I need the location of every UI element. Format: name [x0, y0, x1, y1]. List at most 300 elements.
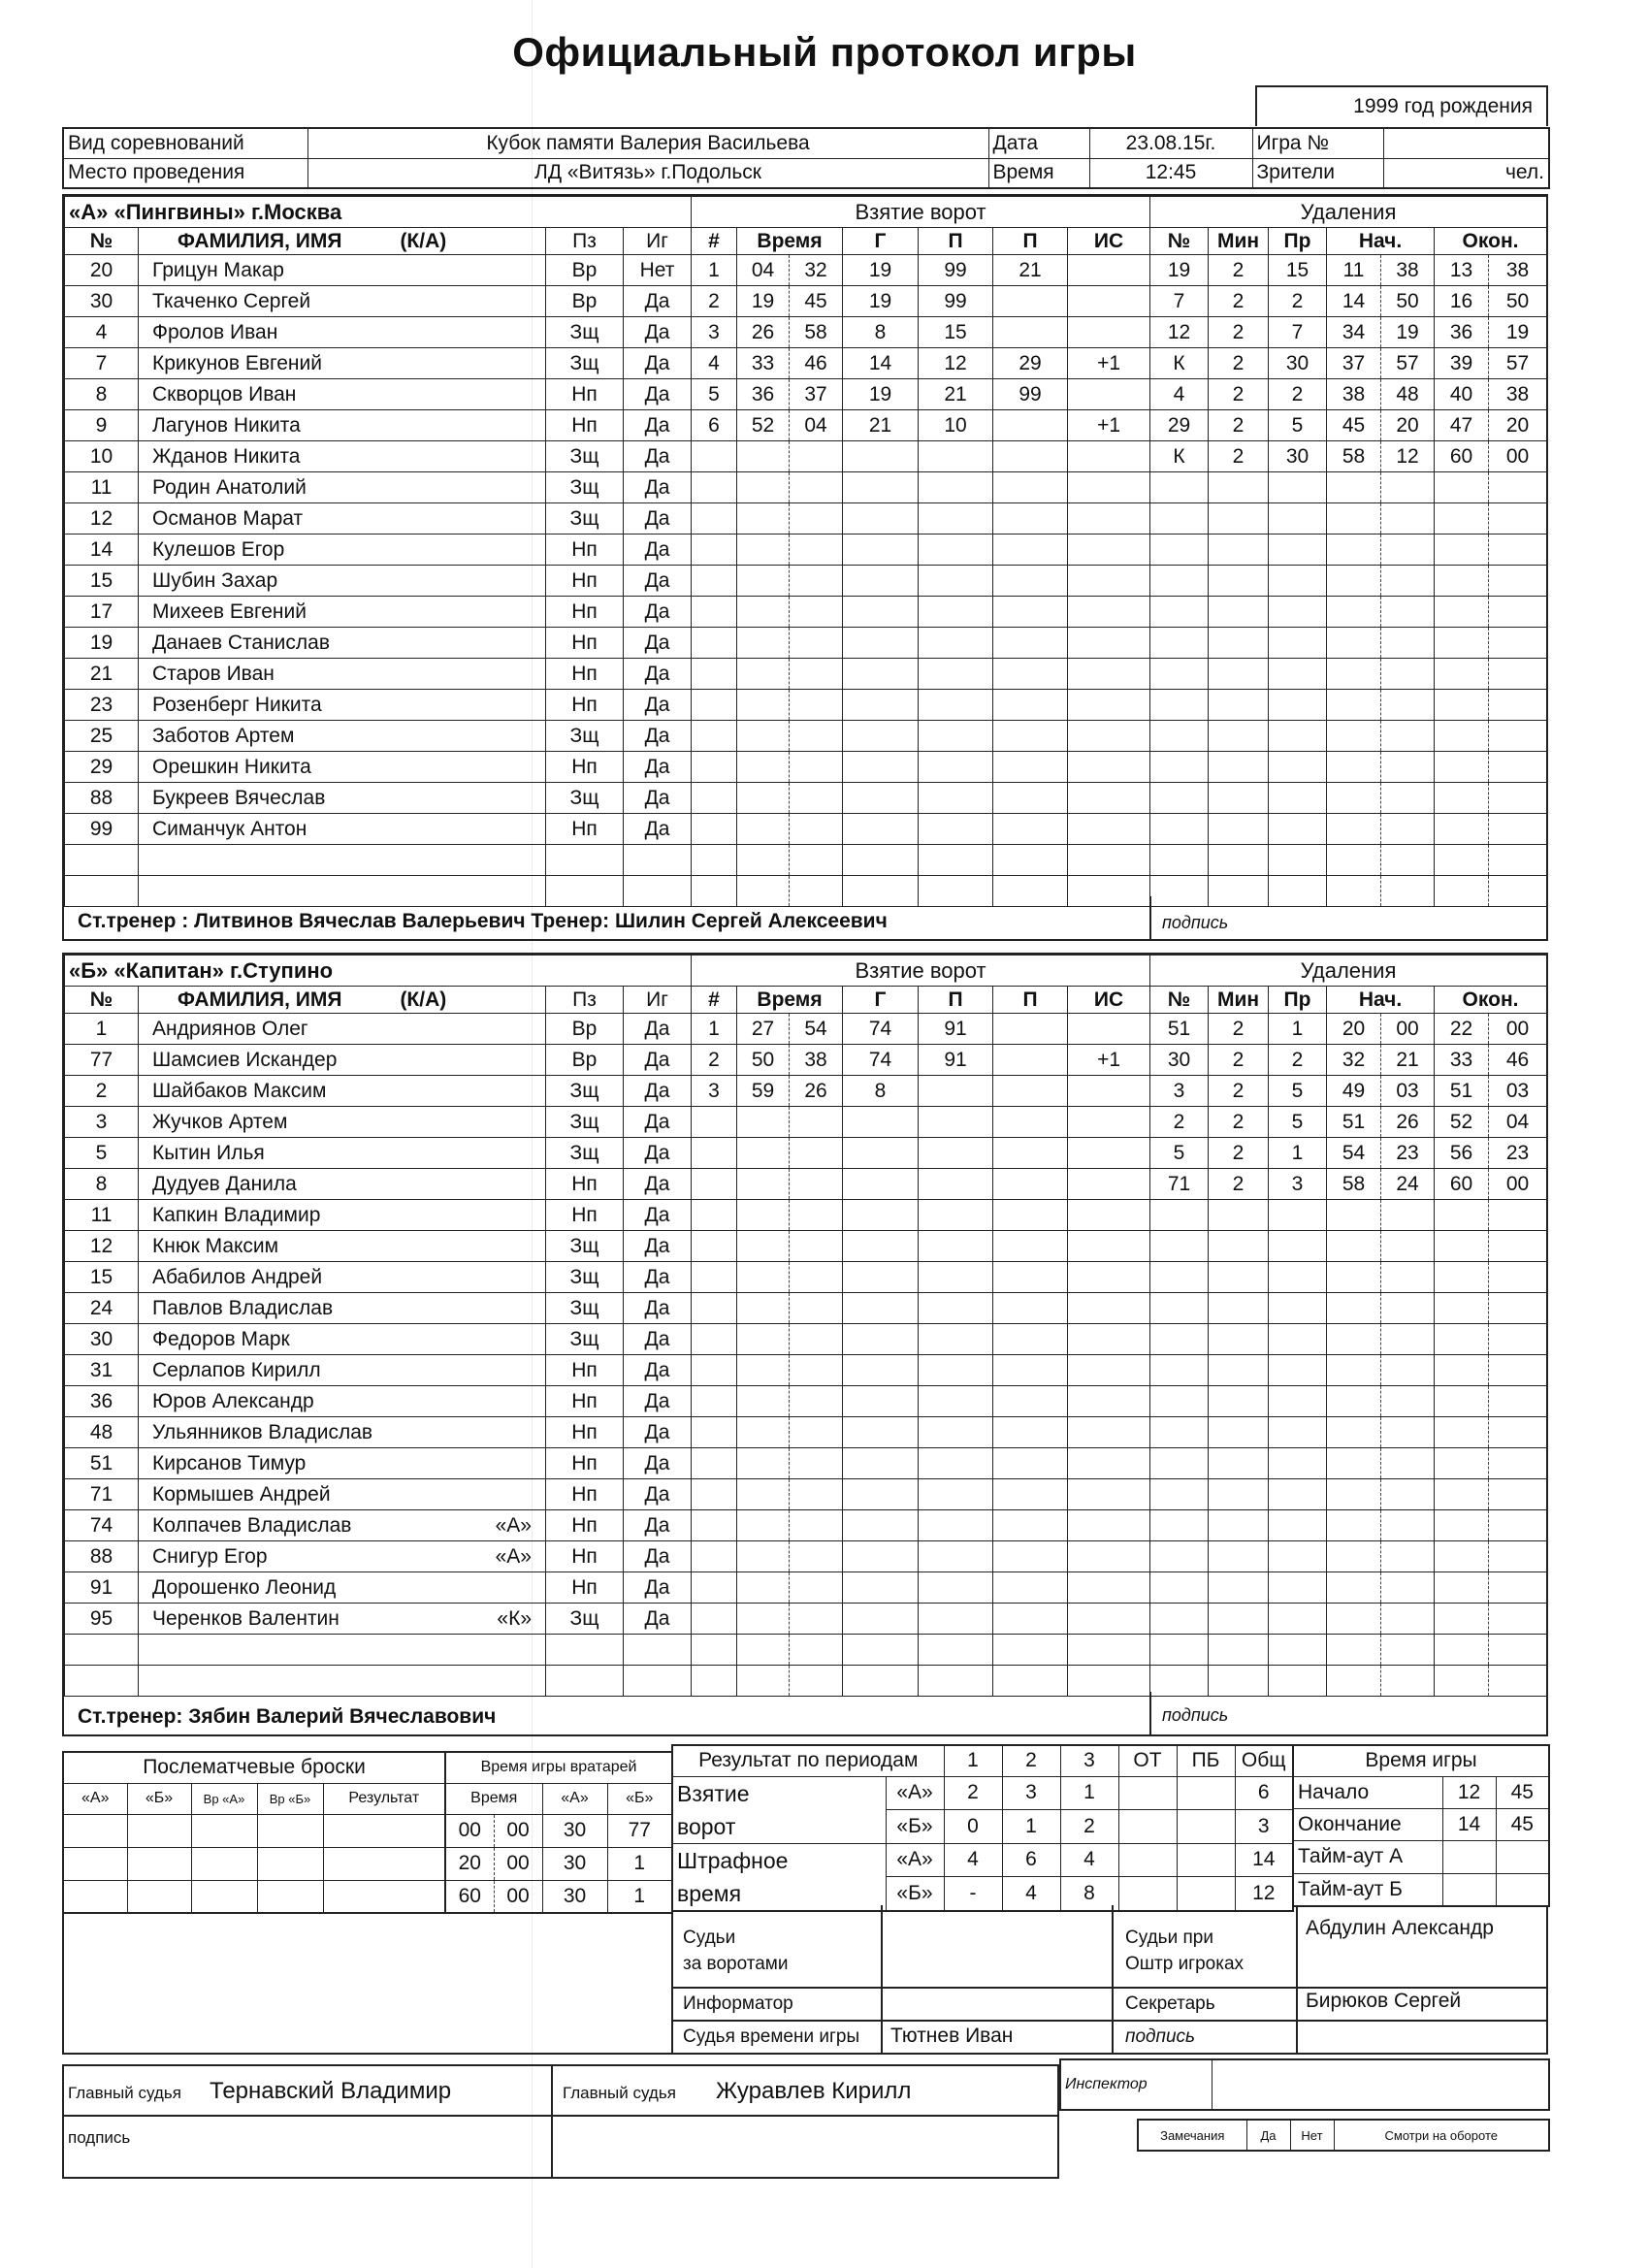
goal-number: [692, 1200, 737, 1231]
penalty-row: [1150, 317, 1547, 348]
pen-b-p3: 8: [1060, 1877, 1118, 1911]
penalty-minutes: [1209, 1231, 1269, 1262]
penalty-label-line1: Штрафное: [677, 1847, 789, 1873]
goals-b-total: 3: [1235, 1810, 1293, 1844]
team-b-coaches: Ст.тренер: Зябин Валерий Вячеславович: [78, 1705, 497, 1728]
goal-assist-2: [993, 783, 1068, 814]
penalty-start-min: [1327, 721, 1381, 752]
competition-label: Вид соревнований: [63, 128, 307, 158]
penalties-title: Удаления: [1150, 197, 1547, 228]
penalty-end-min: [1435, 1324, 1489, 1355]
penalty-end-min: 60: [1435, 441, 1489, 472]
penalty-player: [1150, 1666, 1209, 1697]
player-name-cell: [139, 752, 546, 783]
timeout-b-cell: [1496, 1873, 1549, 1906]
player-name-cell: [139, 783, 546, 814]
goal-scorer: [843, 566, 919, 597]
goal-minute: 27: [737, 1014, 790, 1045]
gk-second: 00: [494, 1880, 542, 1913]
player-name: Абабилов Андрей: [152, 1265, 323, 1288]
penalty-end-sec: 00: [1489, 441, 1547, 472]
team-a-signature-label: подпись: [1162, 913, 1229, 932]
penalty-end-min: 40: [1435, 379, 1489, 410]
goal-situation: [1068, 566, 1150, 597]
goal-assist2-header: П: [993, 228, 1068, 255]
penalty-judge-name: Абдулин Александр: [1306, 1917, 1494, 1939]
penalty-end-min: [1435, 814, 1489, 845]
player-row: [65, 1604, 692, 1635]
goal-assist-1: [919, 1355, 993, 1386]
goal-situation: [1068, 1635, 1150, 1666]
penalty-minutes: 2: [1209, 1076, 1269, 1107]
goal-situation: [1068, 1355, 1150, 1386]
player-position: Зщ: [546, 1262, 624, 1293]
goal-scorer: 19: [843, 286, 919, 317]
shootout-cell: [323, 1847, 445, 1880]
player-played: Да: [624, 1510, 692, 1541]
chief-judge-2-name: Журавлев Кирилл: [716, 2078, 912, 2104]
goal-minute: [737, 1635, 790, 1666]
goal-scorer: [843, 597, 919, 628]
penalty-end-sec: 20: [1489, 410, 1547, 441]
player-name: Дудуев Данила: [152, 1172, 297, 1195]
goal-scorer: [843, 1604, 919, 1635]
player-played: Да: [624, 1448, 692, 1479]
player-name: Орешкин Никита: [152, 755, 311, 778]
penalty-end-sec: 46: [1489, 1045, 1547, 1076]
penalty-end-sec: [1489, 1635, 1547, 1666]
gk-team-a: 30: [542, 1880, 607, 1913]
goal-scorer: [843, 1666, 919, 1697]
goal-assist-1: [919, 1200, 993, 1231]
goal-assist-2: [993, 1479, 1068, 1510]
goal-situation: [1068, 1666, 1150, 1697]
player-number: 95: [65, 1604, 139, 1635]
player-number: 71: [65, 1479, 139, 1510]
goal-number: [692, 1107, 737, 1138]
player-position: Нп: [546, 410, 624, 441]
penalty-reason: [1269, 1666, 1327, 1697]
goal-minute: 50: [737, 1045, 790, 1076]
player-name: Андриянов Олег: [152, 1017, 308, 1040]
player-number: 91: [65, 1572, 139, 1604]
penalty-end-sec: 03: [1489, 1076, 1547, 1107]
penalty-end-sec: 50: [1489, 286, 1547, 317]
penalty-row: [1150, 566, 1547, 597]
penalty-end-min: [1435, 503, 1489, 535]
goal-assist-2: 21: [993, 255, 1068, 286]
goal-minute: [737, 690, 790, 721]
goal-situation-header: ИС: [1068, 987, 1150, 1014]
goal-assist-2: [993, 1541, 1068, 1572]
goal-scorer: [843, 1386, 919, 1417]
player-row: [65, 814, 692, 845]
goal-minute: [737, 1417, 790, 1448]
goal-row: [692, 1510, 1150, 1541]
goal-scorer: [843, 783, 919, 814]
goal-judges-line1: Судьи: [683, 1928, 736, 1948]
shootout-title: Послематчевые броски: [63, 1752, 445, 1783]
goal-number: 2: [692, 286, 737, 317]
player-number: 1: [65, 1014, 139, 1045]
goal-assist-2: [993, 1169, 1068, 1200]
goal-situation: [1068, 1138, 1150, 1169]
goals-team-a-label: «А»: [886, 1776, 944, 1810]
gk-team-b: 77: [607, 1814, 672, 1847]
penalty-minutes: [1209, 1479, 1269, 1510]
player-played: Да: [624, 597, 692, 628]
pen-b-p1: -: [944, 1877, 1002, 1911]
player-row: [65, 1355, 692, 1386]
bottom-left-frame: [62, 1905, 671, 2055]
player-played: [624, 1635, 692, 1666]
player-position: [546, 1635, 624, 1666]
goal-row: [692, 255, 1150, 286]
goal-assist-2: [993, 1231, 1068, 1262]
player-name-cell: [139, 348, 546, 379]
penalty-reason: [1269, 752, 1327, 783]
goal-number: [692, 1138, 737, 1169]
player-played: Да: [624, 814, 692, 845]
penalty-row: [1150, 1386, 1547, 1417]
player-name-cell: [139, 503, 546, 535]
player-name: Кормышев Андрей: [152, 1482, 331, 1506]
player-position: Нп: [546, 1572, 624, 1604]
goal-row: [692, 1572, 1150, 1604]
penalty-start-min: [1327, 690, 1381, 721]
penalty-minutes: 2: [1209, 379, 1269, 410]
goals-title: Взятие ворот: [692, 197, 1150, 228]
goal-assist-2: [993, 597, 1068, 628]
penalty-reason: [1269, 659, 1327, 690]
goal-minute: [737, 1107, 790, 1138]
player-played: Да: [624, 1231, 692, 1262]
goal-number: [692, 721, 737, 752]
goal-row: [692, 752, 1150, 783]
penalty-start-sec: 19: [1381, 317, 1435, 348]
goal-number: [692, 1572, 737, 1604]
penalty-player: [1150, 535, 1209, 566]
penalty-player: [1150, 1635, 1209, 1666]
player-played: Да: [624, 1355, 692, 1386]
period-2-header: 2: [1002, 1745, 1060, 1776]
goal-situation: [1068, 1386, 1150, 1417]
goal-situation: [1068, 1324, 1150, 1355]
player-position: Зщ: [546, 721, 624, 752]
gk-row: [445, 1814, 672, 1847]
chief-signature-label: подпись: [68, 2128, 131, 2147]
penalty-start-sec: [1381, 814, 1435, 845]
goal-second: [790, 1541, 843, 1572]
player-number: 8: [65, 1169, 139, 1200]
goal-second: [790, 1448, 843, 1479]
goal-second: [790, 503, 843, 535]
penalty-row: [1150, 1169, 1547, 1200]
pen-reason-header: Пр: [1269, 987, 1327, 1014]
goal-assist-1: [919, 1324, 993, 1355]
player-number: 5: [65, 1138, 139, 1169]
player-row: [65, 1448, 692, 1479]
player-position: Нп: [546, 566, 624, 597]
goal-minute: [737, 1448, 790, 1479]
birth-year-box: [1255, 85, 1548, 126]
player-name: Снигур Егор: [152, 1544, 268, 1568]
goal-situation: [1068, 1417, 1150, 1448]
penalty-reason: [1269, 845, 1327, 876]
player-number: [65, 845, 139, 876]
penalty-start-sec: 21: [1381, 1045, 1435, 1076]
player-row: [65, 317, 692, 348]
goal-assist-1: [919, 783, 993, 814]
penalty-start-sec: [1381, 1666, 1435, 1697]
penalty-row: [1150, 597, 1547, 628]
goal-row: [692, 1076, 1150, 1107]
goal-situation: [1068, 1293, 1150, 1324]
player-position: Нп: [546, 1169, 624, 1200]
penalty-start-sec: [1381, 690, 1435, 721]
penalty-start-min: 45: [1327, 410, 1381, 441]
penalty-start-sec: 24: [1381, 1169, 1435, 1200]
player-name-cell: [139, 628, 546, 659]
penalty-player: К: [1150, 441, 1209, 472]
player-name: Старов Иван: [152, 662, 275, 685]
penalty-player: [1150, 752, 1209, 783]
goal-scorer: [843, 721, 919, 752]
goal-number: 2: [692, 1045, 737, 1076]
goal-scorer-header: Г: [843, 987, 919, 1014]
penalty-start-sec: [1381, 1386, 1435, 1417]
goal-minute: [737, 535, 790, 566]
penalty-reason: [1269, 535, 1327, 566]
player-number: 15: [65, 1262, 139, 1293]
goal-row: [692, 814, 1150, 845]
player-number: 17: [65, 597, 139, 628]
player-row: [65, 1293, 692, 1324]
goal-row: [692, 1448, 1150, 1479]
remarks-table: [1137, 2119, 1550, 2152]
penalty-start-min: 54: [1327, 1138, 1381, 1169]
player-position: Нп: [546, 690, 624, 721]
col-name-header: [139, 987, 546, 1014]
penalty-reason: [1269, 1479, 1327, 1510]
player-played: Да: [624, 1107, 692, 1138]
penalty-row: [1150, 1635, 1547, 1666]
end-minutes: 45: [1496, 1808, 1549, 1840]
chief-divider: [551, 2066, 553, 2179]
penalty-end-min: [1435, 659, 1489, 690]
penalty-reason: [1269, 690, 1327, 721]
player-number: [65, 876, 139, 907]
player-name-cell: [139, 1448, 546, 1479]
penalty-minutes: [1209, 1293, 1269, 1324]
player-played: Да: [624, 1604, 692, 1635]
goal-second: [790, 1107, 843, 1138]
penalty-start-sec: 48: [1381, 379, 1435, 410]
penalty-minutes: [1209, 876, 1269, 907]
player-number: 31: [65, 1355, 139, 1386]
goal-second: [790, 1138, 843, 1169]
penalty-row: [1150, 783, 1547, 814]
gk-second: 00: [494, 1814, 542, 1847]
penalty-row: [1150, 1293, 1547, 1324]
penalty-row: [1150, 286, 1547, 317]
penalty-judges-line2: Оштр игроках: [1125, 1954, 1245, 1974]
player-row: [65, 1169, 692, 1200]
player-position: Нп: [546, 1355, 624, 1386]
goal-scorer: [843, 1107, 919, 1138]
penalty-end-min: [1435, 752, 1489, 783]
penalty-reason: [1269, 472, 1327, 503]
goal-assist-1: [919, 1076, 993, 1107]
penalty-start-min: [1327, 1572, 1381, 1604]
penalty-end-sec: [1489, 1448, 1547, 1479]
goal-minute: [737, 1510, 790, 1541]
player-number: 21: [65, 659, 139, 690]
penalty-minutes: [1209, 783, 1269, 814]
penalty-minutes: [1209, 1262, 1269, 1293]
goal-situation: [1068, 1541, 1150, 1572]
goal-row: [692, 1355, 1150, 1386]
penalty-start-sec: [1381, 597, 1435, 628]
timeout-a-cell: [1496, 1840, 1549, 1873]
penalty-end-sec: [1489, 659, 1547, 690]
penalty-minutes: 2: [1209, 317, 1269, 348]
player-number: 12: [65, 503, 139, 535]
penalty-end-sec: [1489, 752, 1547, 783]
date-label: Дата: [988, 128, 1089, 158]
goal-number: [692, 597, 737, 628]
penalty-end-min: [1435, 845, 1489, 876]
player-name: Симанчук Антон: [152, 817, 307, 840]
start-hours: 12: [1442, 1776, 1496, 1808]
player-name: Черенков Валентин: [152, 1606, 340, 1630]
goal-scorer: [843, 535, 919, 566]
goal-row: [692, 1666, 1150, 1697]
goal-no-header: #: [692, 987, 737, 1014]
goal-number: [692, 1324, 737, 1355]
player-name-cell: [139, 597, 546, 628]
penalty-reason: [1269, 1448, 1327, 1479]
player-name: Ульянников Владислав: [152, 1420, 373, 1443]
penalty-end-min: [1435, 472, 1489, 503]
goal-assist-2: [993, 1355, 1068, 1386]
goals-b-p3: 2: [1060, 1810, 1118, 1844]
goal-row: [692, 317, 1150, 348]
player-row: [65, 1324, 692, 1355]
penalty-start-min: [1327, 1510, 1381, 1541]
pen-min-header: Мин: [1209, 228, 1269, 255]
gk-team-b: 1: [607, 1880, 672, 1913]
goal-situation: +1: [1068, 410, 1150, 441]
penalty-player: 4: [1150, 379, 1209, 410]
player-number: 29: [65, 752, 139, 783]
penalty-reason: [1269, 1293, 1327, 1324]
penalty-row: [1150, 379, 1547, 410]
goals-a-pb: [1177, 1776, 1235, 1810]
pen-reason-header: Пр: [1269, 228, 1327, 255]
penalty-end-min: 22: [1435, 1014, 1489, 1045]
remarks-no: Нет: [1290, 2120, 1334, 2151]
player-played: Да: [624, 535, 692, 566]
penalty-start-min: [1327, 1666, 1381, 1697]
penalty-end-sec: 23: [1489, 1138, 1547, 1169]
goals-b-ot: [1118, 1810, 1177, 1844]
goal-minute: [737, 659, 790, 690]
player-position: Зщ: [546, 317, 624, 348]
goal-second: [790, 566, 843, 597]
penalty-end-sec: 04: [1489, 1107, 1547, 1138]
team-b-goals: [691, 955, 1150, 1697]
player-position: [546, 876, 624, 907]
goal-scorer: [843, 845, 919, 876]
goal-assist-2: [993, 721, 1068, 752]
goal-assist-1: [919, 1572, 993, 1604]
spectators-label: Зрители: [1252, 158, 1383, 188]
goal-minute: [737, 845, 790, 876]
penalty-start-min: [1327, 876, 1381, 907]
player-name-cell: [139, 379, 546, 410]
goal-number: [692, 1417, 737, 1448]
goal-scorer-header: Г: [843, 228, 919, 255]
goal-assist-2: [993, 1666, 1068, 1697]
penalty-player: К: [1150, 348, 1209, 379]
goal-situation: [1068, 472, 1150, 503]
goal-scorer: 19: [843, 379, 919, 410]
penalty-end-sec: [1489, 1510, 1547, 1541]
goal-second: 26: [790, 1076, 843, 1107]
penalty-start-sec: [1381, 1635, 1435, 1666]
penalty-row: [1150, 721, 1547, 752]
penalty-start-min: 37: [1327, 348, 1381, 379]
player-number: 30: [65, 286, 139, 317]
penalty-end-sec: [1489, 628, 1547, 659]
goal-assist-1: [919, 1448, 993, 1479]
goal-scorer: 8: [843, 1076, 919, 1107]
player-name-cell: [139, 659, 546, 690]
player-name-cell: [139, 1604, 546, 1635]
penalty-minutes: [1209, 1604, 1269, 1635]
penalty-row: [1150, 1666, 1547, 1697]
player-name-cell: [139, 1386, 546, 1417]
goal-minute: [737, 1604, 790, 1635]
penalty-minutes: 2: [1209, 1107, 1269, 1138]
player-name-cell: [139, 1014, 546, 1045]
penalty-start-sec: 20: [1381, 410, 1435, 441]
goal-row: [692, 1479, 1150, 1510]
penalty-time-label: [672, 1843, 886, 1911]
goal-situation: [1068, 1448, 1150, 1479]
goal-assist-1: [919, 472, 993, 503]
penalty-row: [1150, 845, 1547, 876]
penalty-end-sec: [1489, 1324, 1547, 1355]
pen-a-pb: [1177, 1843, 1235, 1877]
player-played: Да: [624, 348, 692, 379]
goal-assist-1: [919, 1169, 993, 1200]
penalty-player: [1150, 597, 1209, 628]
goal-assist1-header: П: [919, 987, 993, 1014]
goal-second: [790, 1604, 843, 1635]
player-row: [65, 441, 692, 472]
team-a-coach-divider: [1149, 896, 1151, 941]
penalty-start-min: 14: [1327, 286, 1381, 317]
penalty-end-min: [1435, 1448, 1489, 1479]
penalty-player: [1150, 1510, 1209, 1541]
penalty-player: [1150, 1604, 1209, 1635]
goal-scorer: 74: [843, 1045, 919, 1076]
penalty-start-sec: [1381, 1448, 1435, 1479]
team-name: «Б» «Капитан» г.Ступино: [65, 956, 692, 987]
venue-label: Место проведения: [63, 158, 307, 188]
